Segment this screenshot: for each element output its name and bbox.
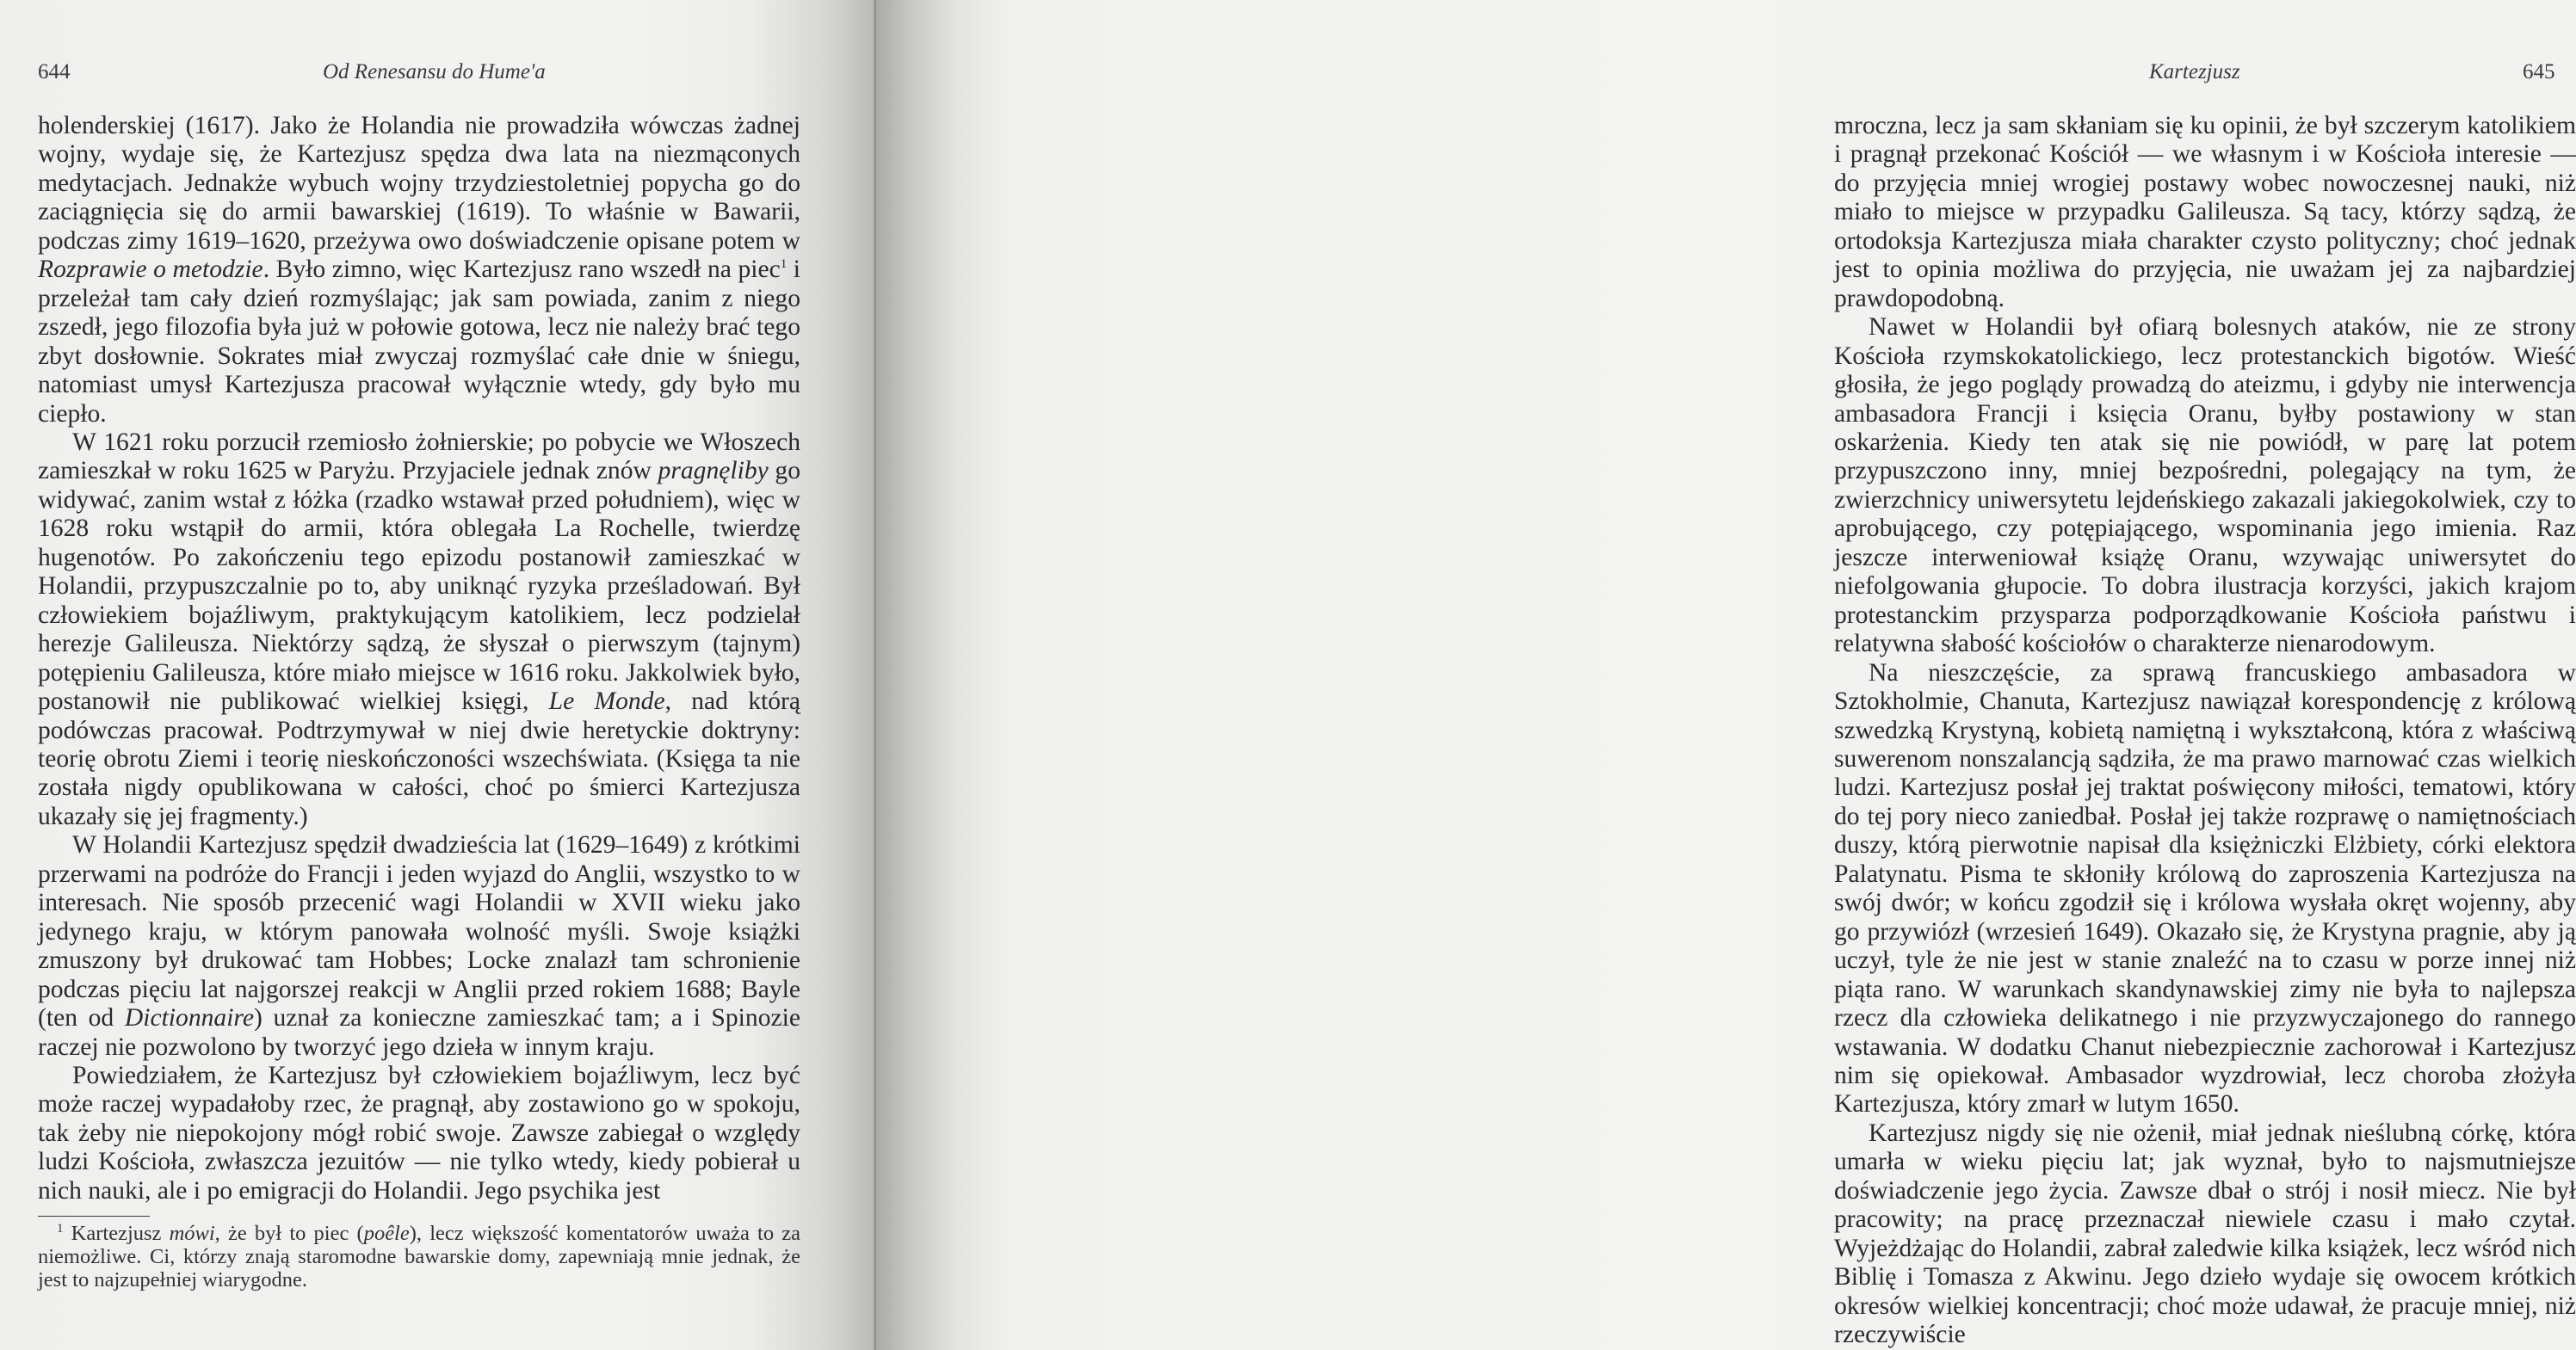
- page-number-right: 645: [2523, 60, 2555, 83]
- running-title-right: Kartezjusz: [2149, 60, 2240, 83]
- footnote-marker: 1: [57, 1221, 64, 1236]
- text-run: Kartezjusz nigdy się nie ożenił, miał jednak nieślubną córkę, która umarła w wieku pięciu lat; jak wyznał, było to najsmutniejsze doświadczenie jego życia. Zawsze dbał o strój i nosił miecz. Nie był pracowity; na pracę przeznaczał niewiele czasu i mało czytał. Wyjeżdżając do Holandii, zabrał zaledwie kilka książek, lecz wśród nich Biblię i Tomasza z Akwinu. Jego dzieło wydaje się owocem krótkich okresów wielkiej koncentracji; choć może udawał, że pracuje mniej, niż rzeczywiście: [1834, 1119, 2576, 1349]
- text-run: Na nieszczęście, za sprawą francuskiego ambasadora w Sztokholmie, Chanuta, Kartezjusz nawiązał korespondencję z królową szwedzką Krystyną, kobietą namiętną i wykształconą, która z właściwą suwerenom nonszalancją sądziła, że ma prawo marnować czas wielkich ludzi. Kartezjusz posłał jej traktat poświęcony miłości, tematowi, który do tej pory nieco zaniedbał. Posłał jej także rozprawę o namiętnościach duszy, którą pierwotnie napisał dla księżniczki Elżbiety, córki elektora Palatynatu. Pisma te skłoniły królową do zaproszenia Kartezjusza na swój dwór; w końcu zgodził się i królowa wysłała okręt wojenny, aby go przywiózł (wrzesień 1649). Okazało się, że Krystyna pragnie, aby ją uczył, tyle że nie jest w stanie znaleźć na to czasu w porze innej niż piąta rano. W warunkach skandynawskiej zimy nie była to najlepsza rzecz dla człowieka delikatnego i nie przyzwyczajonego do rannego wstawania. W dodatku Chanut niebezpiecznie zachorował i Kartezjusz nim się opiekował. Ambasador wyzdrowiał, lecz choroba złożyła Kartezjusza, który zmarł w lutym 1650.: [1834, 658, 2576, 1119]
- text-run: . Było zimno, więc Kartezjusz rano wszedł na piec: [263, 256, 781, 284]
- text-run: , że był to piec (: [214, 1222, 364, 1245]
- paragraph: [38, 831, 800, 1062]
- paragraph: [1834, 112, 2576, 313]
- right-page: [875, 0, 2576, 1350]
- paragraph: [1834, 659, 2576, 1119]
- page-number-left: 644: [38, 60, 71, 83]
- book-gutter-fold: [874, 0, 876, 1350]
- left-page: [0, 0, 875, 1350]
- footnote-divider: [38, 1216, 150, 1217]
- footnote-text: [38, 1222, 800, 1291]
- italic-text: poêle: [363, 1222, 410, 1245]
- text-run: ) uznał za konieczne zamieszkać tam; a i Spinozie raczej nie pozwolono by tworzyć jego dzieła w innym kraju.: [38, 1004, 800, 1061]
- text-run: Powiedziałem, że Kartezjusz był człowiekiem bojaźliwym, lecz być może raczej wypadałoby rzec, że pragnął, aby zostawiono go w spokoju, tak żeby nie niepokojony mógł robić swoje. Zawsze zabiegał o względy ludzi Kościoła, zwłaszcza jezuitów — nie tylko wtedy, kiedy pobierał u nich nauki, ale i po emigracji do Holandii. Jego psychika jest: [38, 1061, 800, 1205]
- footnote-marker: 1: [780, 257, 788, 272]
- text-run: go widywać, zanim wstał z łóżka (rzadko wstawał przed południem), więc w 1628 roku wstąpił do armii, która oblegała La Rochelle, twierdzę hugenotów. Po zakończeniu tego epizodu postanowił zamieszkać w Holandii, przypuszczalnie po to, aby uniknąć ryzyka prześladowań. Był człowiekiem bojaźliwym, praktykującym katolikiem, lecz podzielał herezje Galileusza. Niektórzy sądzą, że słyszał o pierwszym (tajnym) potępieniu Galileusza, które miało miejsce w 1616 roku. Jakkolwiek było, postanowił nie publikować wielkiej księgi,: [38, 457, 800, 716]
- running-title-left: Od Renesansu do Hume'a: [323, 60, 546, 83]
- text-run: W Holandii Kartezjusz spędził dwadzieścia lat (1629–1649) z krótkimi przerwami na podróże do Francji i jeden wyjazd do Anglii, wszystko to w interesach. Nie sposób przecenić wagi Holandii w XVII wieku jako jedynego kraju, w którym panowała wolność myśli. Swoje książki zmuszony był drukować tam Hobbes; Locke znalazł tam schronienie podczas pięciu lat najgorszej reakcji w Anglii przed rokiem 1688; Bayle (ten od: [38, 831, 800, 1033]
- text-run: i przeleżał tam cały dzień rozmyślając; jak sam powiada, zanim z niego zszedł, jego filozofia była już w połowie gotowa, lecz nie należy brać tego zbyt dosłownie. Sokrates miał zwyczaj rozmyślać całe dnie w śniegu, natomiast umysł Kartezjusza pracował wyłącznie wtedy, gdy było mu ciepło.: [38, 256, 800, 428]
- italic-text: Le Monde: [548, 687, 665, 716]
- text-run: mroczna, lecz ja sam skłaniam się ku opinii, że był szczerym katolikiem i pragnął przekonać Kościół — we własnym i w Kościoła interesie — do przyjęcia mniej wrogiej postawy wobec nowoczesnej nauki, niż miało to miejsce w przypadku Galileusza. Są tacy, którzy sądzą, że ortodoksja Kartezjusza miała charakter czysto polityczny; choć jednak jest to opinia możliwa do przyjęcia, nie uważam jej za najbardziej prawdopodobną.: [1834, 112, 2576, 312]
- text-run: Kartezjusz: [63, 1222, 170, 1245]
- paragraph: [1834, 313, 2576, 658]
- text-run: holenderskiej (1617). Jako że Holandia nie prowadziła wówczas żadnej wojny, wydaje się, że Kartezjusz spędza dwa lata na niezmąconych medytacjach. Jednakże wybuch wojny trzydziestoletniej popycha go do zaciągnięcia się do armii bawarskiej (1619). To właśnie w Bawarii, podczas zimy 1619–1620, przeżywa owo doświadczenie opisane potem w: [38, 112, 800, 255]
- footnote: [38, 1222, 800, 1291]
- paragraph: [38, 428, 800, 831]
- italic-text: mówi: [169, 1222, 215, 1245]
- body-text-right: [1834, 112, 2576, 1349]
- italic-text: pragnęliby: [658, 457, 769, 485]
- text-run: ), lecz większość komentatorów uważa to za niemożliwe. Ci, którzy znają staromodne bawarskie domy, zapewniają mnie jednak, że jest to najzupełniej wiarygodne.: [38, 1222, 801, 1291]
- text-run: W 1621 roku porzucił rzemiosło żołnierskie; po pobycie we Włoszech zamieszkał w roku 1625 w Paryżu. Przyjaciele jednak znów: [38, 428, 800, 485]
- paragraph: [38, 112, 800, 428]
- paragraph: [38, 1062, 800, 1205]
- body-text-left: [38, 112, 800, 1205]
- paragraph: [1834, 1119, 2576, 1350]
- italic-text: Rozprawie o metodzie: [38, 256, 263, 284]
- text-run: , nad którą podówczas pracował. Podtrzymywał w niej dwie heretyckie doktryny: teorię obrotu Ziemi i teorię nieskończoności wszechświata. (Księga ta nie została nigdy opublikowana w całości, choć po śmierci Kartezjusza ukazały się jej fragmenty.): [38, 687, 800, 830]
- text-run: Nawet w Holandii był ofiarą bolesnych ataków, nie ze strony Kościoła rzymskokatolickiego, lecz protestanckich bigotów. Wieść głosiła, że jego poglądy prowadzą do ateizmu, i gdyby nie interwencja ambasadora Francji i księcia Oranu, byłby postawiony w stan oskarżenia. Kiedy ten atak się nie powiódł, w parę lat potem przypuszczono inny, mniej bezpośredni, polegający na tym, że zwierzchnicy uniwersytetu lejdeńskiego zakazali jakiegokolwiek, czy to aprobującego, czy potępiającego, wspominania jego imienia. Raz jeszcze interweniował książę Oranu, wzywając uniwersytet do niefolgowania głupocie. To dobra ilustracja korzyści, jakich krajom protestanckim przysparza podporządkowanie Kościoła państwu i relatywna słabość kościołów o charakterze nienarodowym.: [1834, 313, 2576, 658]
- italic-text: Dictionnaire: [124, 1004, 254, 1033]
